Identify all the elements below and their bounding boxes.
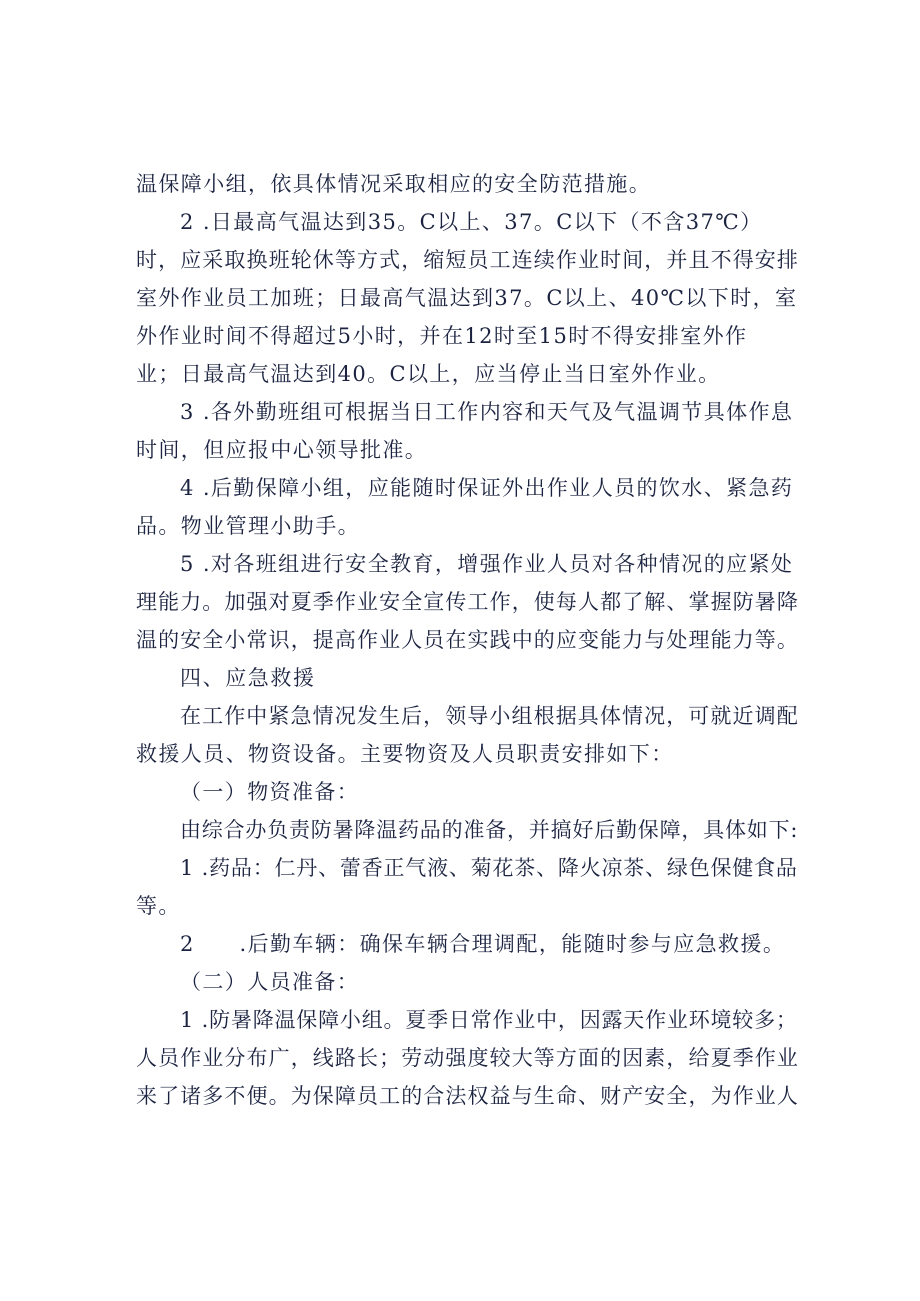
paragraph-line: 时间，但应报中心领导批准。: [136, 438, 428, 462]
paragraph-line: 温保障小组，依具体情况采取相应的安全防范措施。: [136, 172, 652, 196]
paragraph-line: 在工作中紧急情况发生后，领导小组根据具体情况，可就近调配: [180, 704, 799, 728]
list-item-2-line: 2 .后勤车辆：确保车辆合理调配，能随时参与应急救援。: [180, 932, 786, 956]
list-item-3-line: 3 .各外勤班组可根据当日工作内容和天气及气温调节具体作息: [180, 400, 794, 424]
paragraph-line: 救援人员、物资设备。主要物资及人员职责安排如下：: [136, 742, 674, 766]
paragraph-line: 等。: [136, 894, 181, 918]
paragraph-line: 来了诸多不便。为保障员工的合法权益与生命、财产安全，为作业人: [136, 1084, 799, 1108]
paragraph-line: 业；日最高气温达到40。C以上，应当停止当日室外作业。: [136, 362, 721, 386]
paragraph-line: 时，应采取换班轮休等方式，缩短员工连续作业时间，并且不得安排: [136, 248, 799, 272]
paragraph-line: 人员作业分布广，线路长；劳动强度较大等方面的因素，给夏季作业: [136, 1046, 799, 1070]
paragraph-line: 室外作业员工加班；日最高气温达到37。C以上、40℃以下时，室: [136, 286, 798, 310]
subsection-heading: （一）物资准备：: [180, 780, 360, 804]
list-item-4-line: 4 .后勤保障小组，应能随时保证外出作业人员的饮水、紧急药: [180, 476, 794, 500]
list-item-1-line: 1 .药品：仁丹、蕾香正气液、菊花茶、降火凉茶、绿色保健食品: [180, 856, 798, 880]
list-item-1-line: 1 .防暑降温保障小组。夏季日常作业中，因露天作业环境较多；: [180, 1008, 798, 1032]
paragraph-line: 由综合办负责防暑降温药品的准备，并搞好后勤保障，具体如下:: [180, 818, 799, 842]
subsection-heading: （二）人员准备：: [180, 970, 360, 994]
paragraph-line: 理能力。加强对夏季作业安全宣传工作，使每人都了解、掌握防暑降: [136, 590, 799, 614]
list-item-2-line: 2 .日最高气温达到35。C以上、37。C以下（不含37℃）: [180, 210, 763, 234]
paragraph-line: 品。物业管理小助手。: [136, 514, 360, 538]
list-item-5-line: 5 .对各班组进行安全教育，增强作业人员对各种情况的应紧处: [180, 552, 794, 576]
paragraph-line: 外作业时间不得超过5小时，并在12时至15时不得安排室外作: [136, 324, 748, 348]
section-heading: 四、应急救援: [180, 666, 316, 690]
paragraph-line: 温的安全小常识，提高作业人员在实践中的应变能力与处理能力等。: [136, 628, 799, 652]
